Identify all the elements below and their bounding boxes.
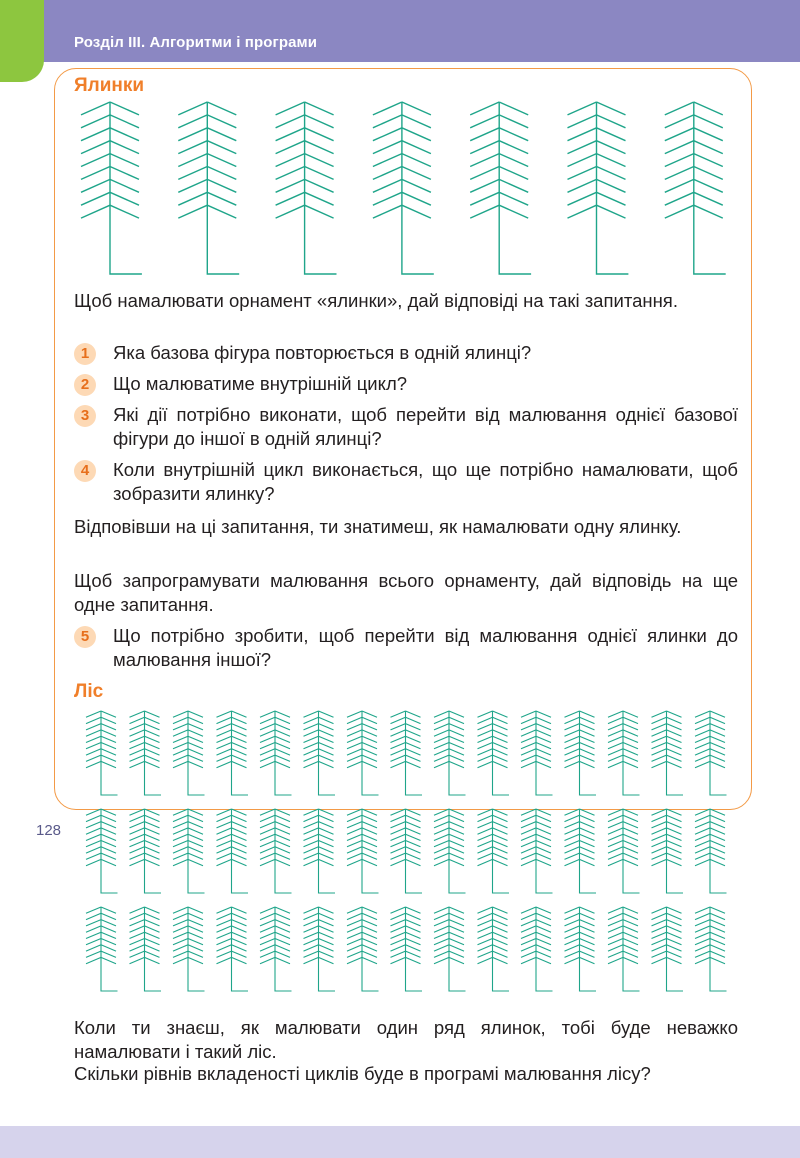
fir-tree-icon	[521, 809, 553, 893]
fir-tree-icon	[86, 907, 118, 991]
fir-tree-icon	[565, 711, 597, 795]
fir-tree-icon	[434, 809, 466, 893]
trees-illustration	[60, 96, 744, 278]
fir-tree-icon	[568, 102, 629, 274]
chapter-tab	[0, 0, 44, 82]
question-number-badge: 2	[74, 374, 96, 396]
question-text: Коли внутрішній цикл виконається, що ще потрібно намалювати, щоб зобразити ялинку?	[113, 459, 738, 504]
question-4	[74, 458, 738, 506]
program-intro-text: Щоб запрограмувати малювання всього орнаменту, дай відповідь на ще одне запитання.	[74, 570, 738, 615]
fir-tree-icon	[130, 809, 162, 893]
fir-tree-icon	[695, 809, 727, 893]
fir-tree-icon	[565, 809, 597, 893]
fir-tree-icon	[347, 907, 379, 991]
fir-tree-icon	[608, 711, 640, 795]
fir-tree-icon	[173, 711, 205, 795]
fir-tree-icon	[260, 809, 292, 893]
fir-tree-icon	[652, 907, 684, 991]
footer-band	[0, 1126, 800, 1158]
fir-tree-icon	[652, 711, 684, 795]
question-number-badge: 1	[74, 343, 96, 365]
fir-tree-icon	[86, 711, 118, 795]
fir-tree-icon	[373, 102, 434, 274]
intro-text: Щоб намалювати орнамент «ялинки», дай відповіді на такі запитання.	[74, 290, 678, 311]
fir-tree-icon	[434, 711, 466, 795]
trees-heading: Ялинки	[74, 75, 145, 96]
question-text: Яка базова фігура повторюється в одній ялинці?	[113, 342, 532, 363]
fir-tree-icon	[478, 907, 510, 991]
fir-tree-icon	[217, 711, 249, 795]
fir-tree-icon	[86, 809, 118, 893]
question-text: Що потрібно зробити, щоб перейти від малювання однієї ялинки до малювання іншої?	[113, 625, 738, 670]
closing-question: Скільки рівнів вкладеності циклів буде в програмі малювання лісу?	[74, 1063, 651, 1084]
fir-tree-icon	[178, 102, 239, 274]
fir-tree-icon	[217, 809, 249, 893]
fir-tree-icon	[434, 907, 466, 991]
question-2	[74, 372, 738, 396]
fir-tree-icon	[130, 711, 162, 795]
after-questions-text: Відповівши на ці запитання, ти знатимеш, як намалювати одну ялинку.	[74, 516, 682, 537]
question-text: Які дії потрібно виконати, щоб перейти від малювання однієї базової фігури до іншої в одній ялинці?	[113, 404, 738, 449]
fir-tree-icon	[565, 907, 597, 991]
section-title: Розділ III. Алгоритми і програми	[74, 34, 318, 51]
page-number: 128	[36, 822, 62, 839]
fir-tree-icon	[347, 809, 379, 893]
fir-tree-icon	[478, 809, 510, 893]
fir-tree-icon	[173, 907, 205, 991]
fir-tree-icon	[304, 711, 336, 795]
fir-tree-icon	[81, 102, 142, 274]
fir-tree-icon	[391, 809, 423, 893]
fir-tree-icon	[695, 711, 727, 795]
fir-tree-icon	[521, 907, 553, 991]
fir-tree-icon	[130, 907, 162, 991]
question-5	[74, 624, 738, 672]
closing-text-1: Коли ти знаєш, як малювати один ряд ялинок, тобі буде неважко намалювати і такий ліс.	[74, 1017, 738, 1062]
fir-tree-icon	[304, 809, 336, 893]
fir-tree-icon	[478, 711, 510, 795]
fir-tree-icon	[173, 809, 205, 893]
forest-heading: Ліс	[74, 681, 104, 702]
question-text: Що малюватиме внутрішній цикл?	[113, 373, 408, 394]
question-number-badge: 3	[74, 405, 96, 427]
question-1	[74, 341, 738, 365]
fir-tree-icon	[217, 907, 249, 991]
header-band	[0, 0, 800, 62]
fir-tree-icon	[695, 907, 727, 991]
fir-tree-icon	[608, 907, 640, 991]
forest-illustration	[60, 705, 744, 1000]
fir-tree-icon	[260, 711, 292, 795]
fir-tree-icon	[304, 907, 336, 991]
fir-tree-icon	[391, 907, 423, 991]
fir-tree-icon	[391, 711, 423, 795]
question-3	[74, 403, 738, 451]
question-number-badge: 5	[74, 626, 96, 648]
fir-tree-icon	[347, 711, 379, 795]
question-number-badge: 4	[74, 460, 96, 482]
fir-tree-icon	[608, 809, 640, 893]
fir-tree-icon	[276, 102, 337, 274]
fir-tree-icon	[470, 102, 531, 274]
fir-tree-icon	[665, 102, 726, 274]
fir-tree-icon	[652, 809, 684, 893]
fir-tree-icon	[260, 907, 292, 991]
fir-tree-icon	[521, 711, 553, 795]
